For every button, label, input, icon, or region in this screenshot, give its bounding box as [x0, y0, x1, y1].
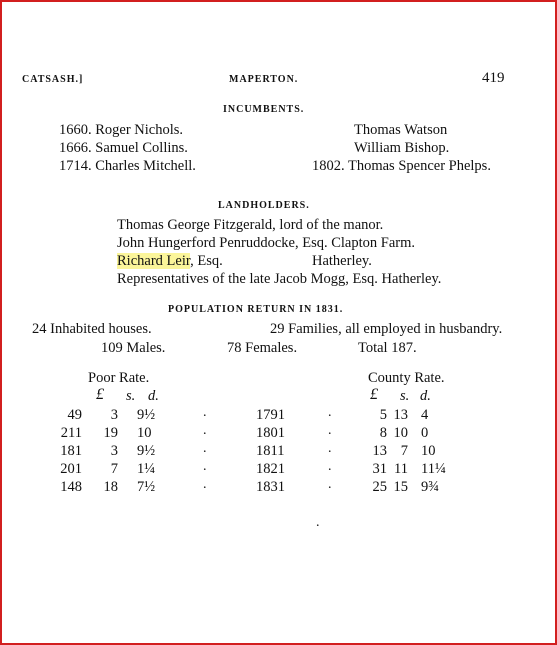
poor-rate-pounds-cell: 211 — [60, 425, 82, 441]
rate-year-cell: 1801 — [256, 425, 285, 441]
poor-rate-shillings-cell: 19 — [103, 425, 118, 441]
incumbents-heading: INCUMBENTS. — [223, 104, 305, 115]
landholder-2: John Hungerford Penruddocke, Esq. Clapton Farm. — [117, 235, 416, 251]
poor-rate-pence-cell: 1¼ — [137, 461, 156, 477]
leader-dot: . — [203, 423, 207, 438]
highlighted-name: Richard Leir — [117, 253, 191, 269]
females: 78 Females. — [227, 340, 298, 356]
rate-year-cell: 1821 — [256, 461, 285, 477]
county-pence-header: d. — [420, 388, 431, 404]
poor-rate-shillings-cell: 7 — [110, 461, 118, 477]
incumbent-left-2: 1666. Samuel Collins. — [59, 140, 188, 156]
poor-rate-pounds-cell: 181 — [60, 443, 82, 459]
families: 29 Families, all employed in husbandry. — [270, 321, 503, 337]
poor-rate-pounds-cell: 201 — [60, 461, 82, 477]
incumbent-left-1: 1660. Roger Nichols. — [59, 122, 184, 138]
county-rate-pence-cell: 11¼ — [421, 461, 446, 477]
county-rate-pounds-cell: 8 — [379, 425, 387, 441]
county-rate-shillings-cell: 15 — [393, 479, 408, 495]
incumbent-right-1: Thomas Watson — [354, 122, 448, 138]
males: 109 Males. — [101, 340, 166, 356]
poor-rate-pounds-cell: 148 — [60, 479, 82, 495]
poor-rate-title: Poor Rate. — [88, 370, 150, 386]
landholder-3-place: Hatherley. — [312, 253, 372, 269]
landholder-3-rest: , Esq. — [190, 253, 223, 269]
leader-dot: . — [203, 477, 207, 492]
landholder-4: Representatives of the late Jacob Mogg, Esq. Hatherley. — [117, 271, 442, 287]
landholder-3 — [117, 253, 223, 269]
poor-rate-shillings-cell: 3 — [110, 407, 118, 423]
poor-rate-pounds-cell: 49 — [67, 407, 82, 423]
county-rate-pence-cell: 0 — [421, 425, 429, 441]
poor-pound-header: £ — [96, 386, 104, 403]
inhabited-houses: 24 Inhabited houses. — [32, 321, 152, 337]
page-number: 419 — [482, 70, 505, 86]
running-head-center: MAPERTON. — [229, 74, 299, 85]
total: Total 187. — [358, 340, 417, 356]
population-heading: POPULATION RETURN IN 1831. — [168, 304, 344, 315]
poor-pence-header: d. — [148, 388, 159, 404]
rate-year-cell: 1791 — [256, 407, 285, 423]
county-rate-pounds-cell: 5 — [379, 407, 387, 423]
leader-dot: . — [328, 459, 332, 474]
leader-dot: . — [203, 441, 207, 456]
county-shilling-header: s. — [400, 388, 410, 404]
county-rate-pounds-cell: 13 — [372, 443, 387, 459]
county-rate-pounds-cell: 31 — [372, 461, 387, 477]
leader-dot: . — [328, 477, 332, 492]
county-rate-shillings-cell: 13 — [393, 407, 408, 423]
poor-rate-pence-cell: 9½ — [137, 407, 156, 423]
landholder-1: Thomas George Fitzgerald, lord of the manor. — [117, 217, 384, 233]
county-rate-pence-cell: 9¾ — [421, 479, 440, 495]
running-head-left: CATSASH.] — [22, 74, 84, 85]
poor-rate-pence-cell: 7½ — [137, 479, 156, 495]
county-rate-shillings-cell: 7 — [400, 443, 408, 459]
leader-dot: . — [328, 423, 332, 438]
county-rate-title: County Rate. — [368, 370, 445, 386]
poor-rate-shillings-cell: 3 — [110, 443, 118, 459]
county-rate-pence-cell: 10 — [421, 443, 436, 459]
leader-dot: . — [328, 405, 332, 420]
poor-shilling-header: s. — [126, 388, 136, 404]
stray-dot: . — [316, 515, 320, 530]
county-rate-pounds-cell: 25 — [372, 479, 387, 495]
county-rate-shillings-cell: 11 — [394, 461, 408, 477]
rate-year-cell: 1811 — [256, 443, 285, 459]
incumbent-right-3: 1802. Thomas Spencer Phelps. — [312, 158, 491, 174]
county-pound-header: £ — [370, 386, 378, 403]
poor-rate-shillings-cell: 18 — [103, 479, 118, 495]
incumbent-right-2: William Bishop. — [354, 140, 450, 156]
leader-dot: . — [203, 459, 207, 474]
poor-rate-pence-cell: 9½ — [137, 443, 156, 459]
leader-dot: . — [203, 405, 207, 420]
county-rate-pence-cell: 4 — [421, 407, 429, 423]
poor-rate-pence-cell: 10 — [137, 425, 152, 441]
leader-dot: . — [328, 441, 332, 456]
landholders-heading: LANDHOLDERS. — [218, 200, 310, 211]
rate-year-cell: 1831 — [256, 479, 285, 495]
incumbent-left-3: 1714. Charles Mitchell. — [59, 158, 196, 174]
county-rate-shillings-cell: 10 — [393, 425, 408, 441]
